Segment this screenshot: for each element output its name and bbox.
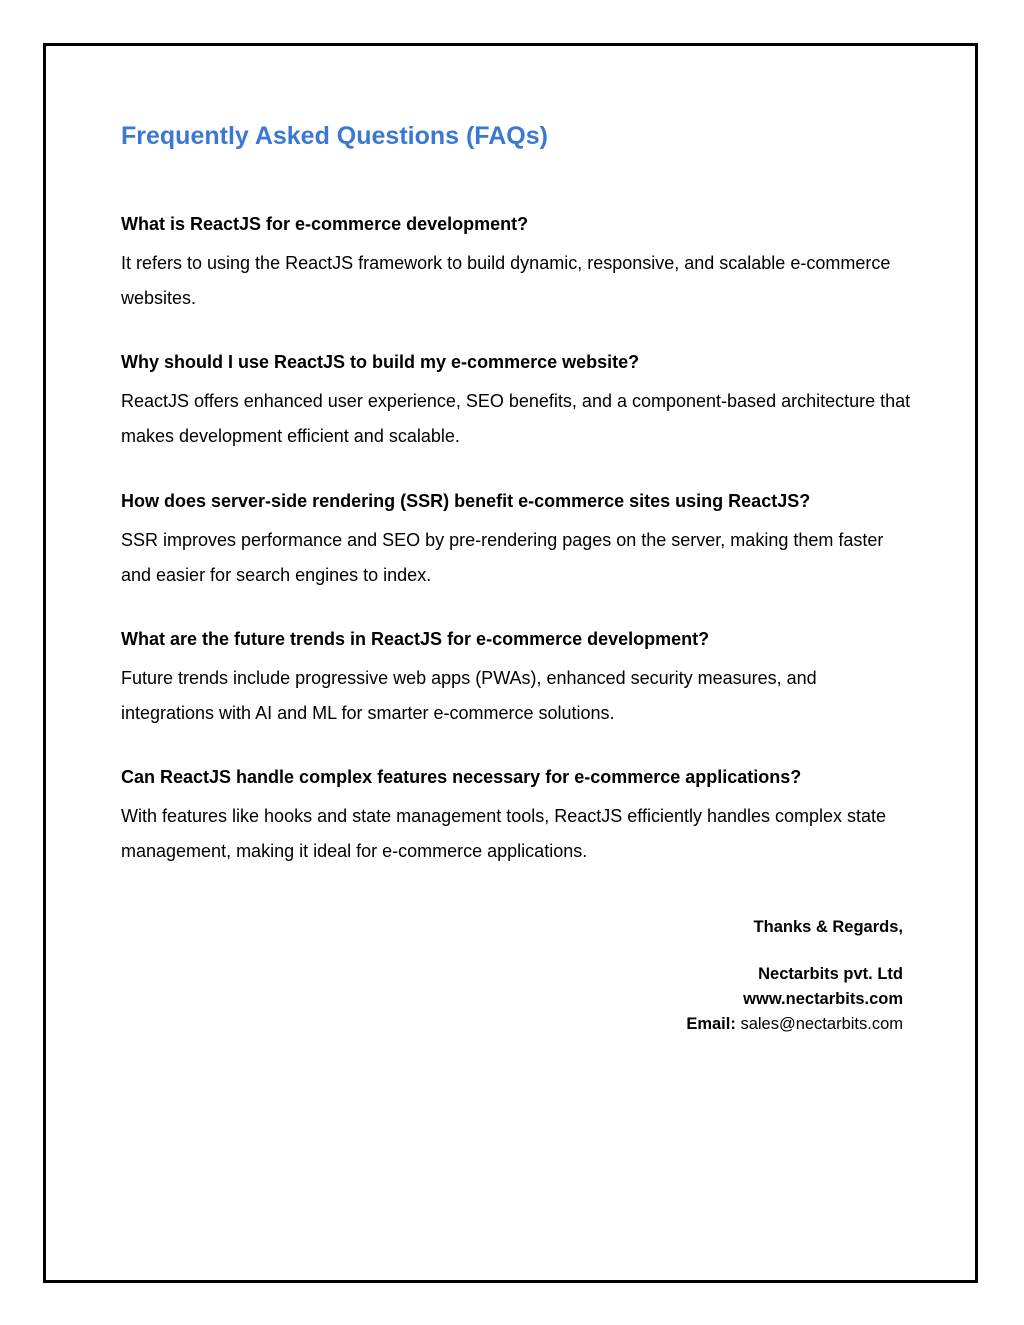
faq-question: What are the future trends in ReactJS for e-commerce development? xyxy=(121,629,710,649)
faq-answer: With features like hooks and state management tools, ReactJS efficiently handles complex state management, making it ideal for e-commerce applications. xyxy=(121,806,887,861)
email-link[interactable]: sales@nectarbits.com xyxy=(740,1015,903,1033)
faq-question: Why should I use ReactJS to build my e-commerce website? xyxy=(121,352,640,372)
signature-block xyxy=(686,915,903,1037)
company-name: Nectarbits pvt. Ltd xyxy=(758,965,903,983)
faq-item xyxy=(121,350,921,454)
faq-question: What is ReactJS for e-commerce development? xyxy=(121,214,529,234)
faq-question: Can ReactJS handle complex features necessary for e-commerce applications? xyxy=(121,767,802,787)
faq-item xyxy=(121,489,921,593)
faq-item xyxy=(121,765,921,869)
email-line xyxy=(686,1012,903,1037)
signature-closing: Thanks & Regards, xyxy=(753,918,903,936)
faq-item xyxy=(121,627,921,731)
faq-answer: SSR improves performance and SEO by pre-rendering pages on the server, making them faster and easier for search engines to index. xyxy=(121,530,884,585)
faq-answer: ReactJS offers enhanced user experience, SEO benefits, and a component-based architecture that makes development efficient and scalable. xyxy=(121,391,911,446)
faq-answer: Future trends include progressive web apps (PWAs), enhanced security measures, and integrations with AI and ML for smarter e-commerce solutions. xyxy=(121,668,817,723)
company-website-link[interactable]: www.nectarbits.com xyxy=(743,990,903,1008)
faq-item xyxy=(121,212,921,316)
email-label: Email: xyxy=(686,1015,736,1033)
signature-spacer xyxy=(686,940,903,962)
faq-question: How does server-side rendering (SSR) benefit e-commerce sites using ReactJS? xyxy=(121,491,811,511)
faq-answer: It refers to using the ReactJS framework to build dynamic, responsive, and scalable e-commerce websites. xyxy=(121,253,891,308)
page-title: Frequently Asked Questions (FAQs) xyxy=(121,122,548,150)
